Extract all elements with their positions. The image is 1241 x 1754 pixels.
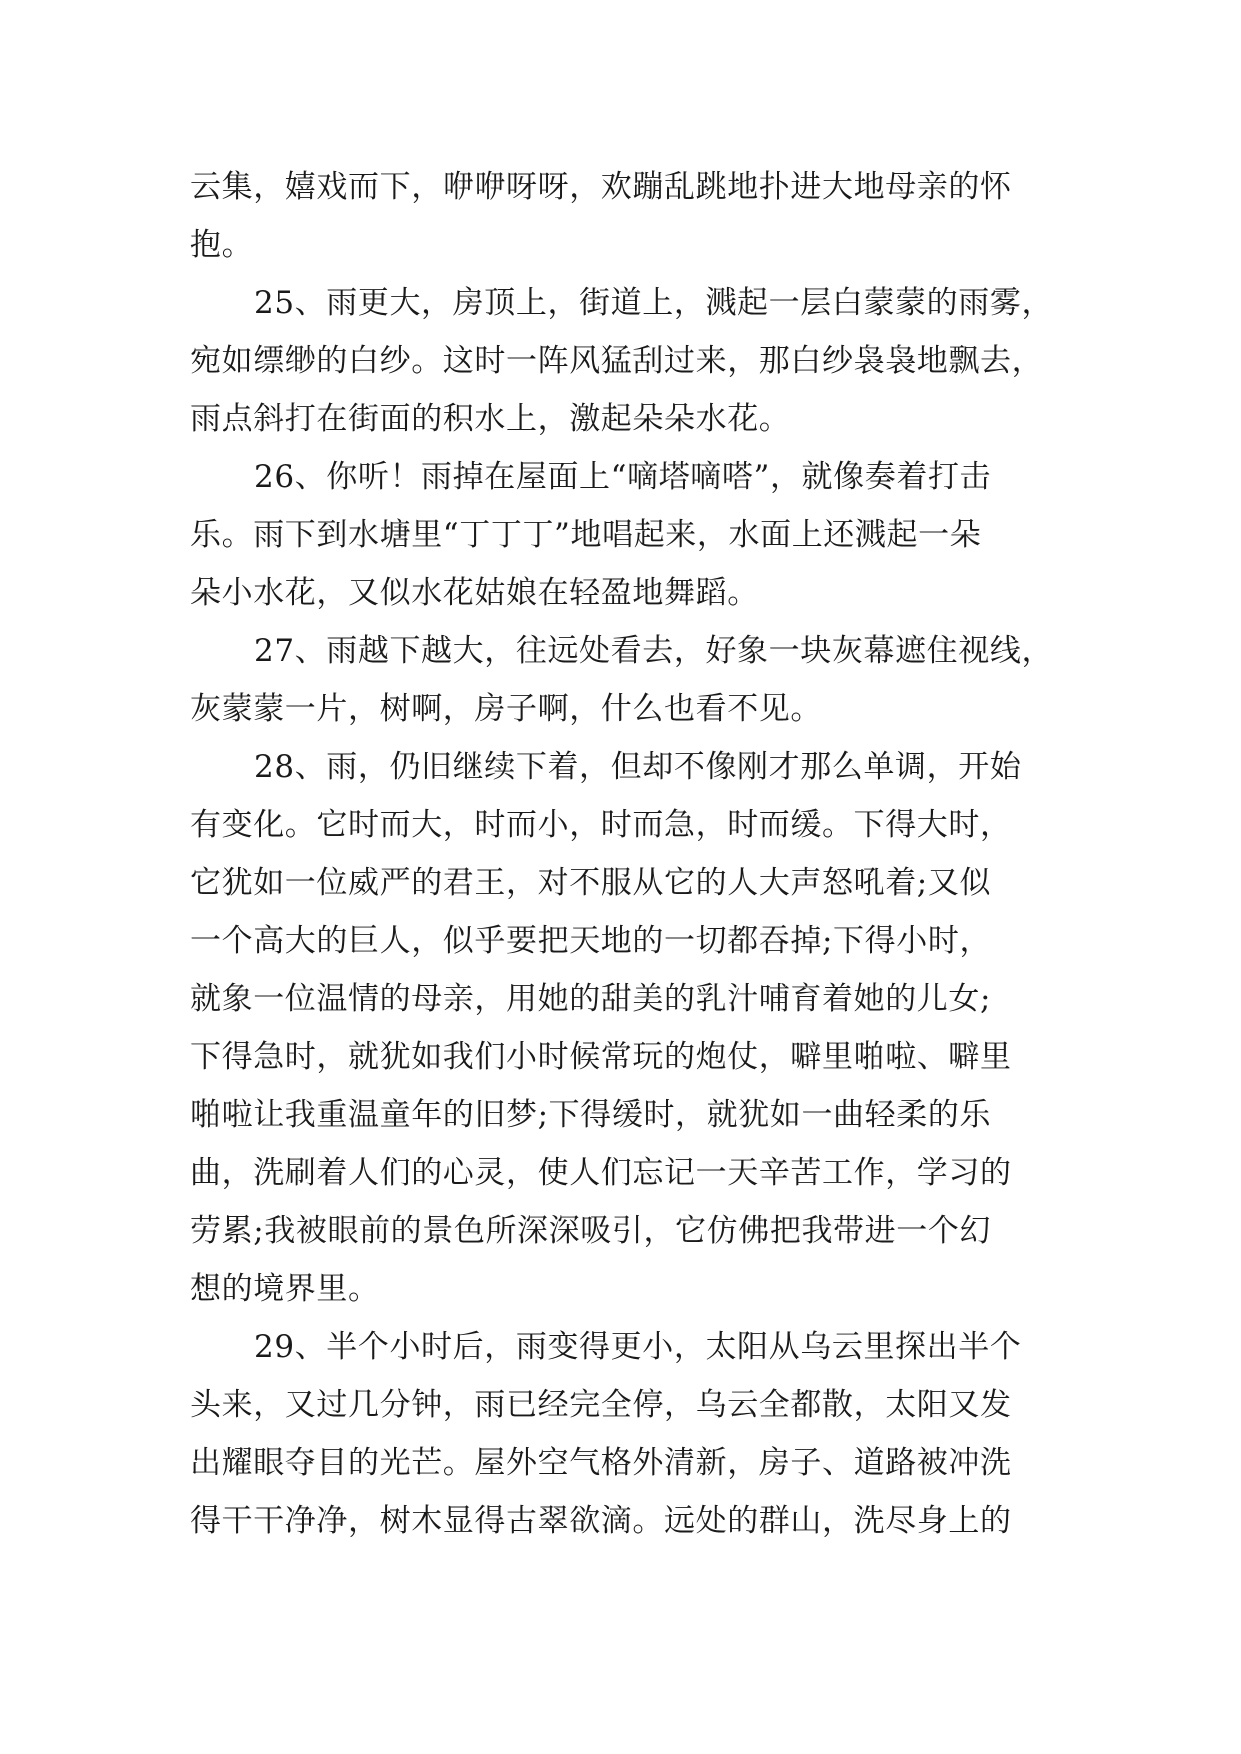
text-line: 27、雨越下越大，往远处看去，好象一块灰幕遮住视线， [254,633,1054,669]
paragraph-26 [190,448,1052,622]
text-line: 下得急时，就犹如我们小时候常玩的炮仗，噼里啪啦、噼里 [190,1039,1012,1075]
paragraph-27 [190,622,1052,738]
text-line: 25、雨更大，房顶上，街道上，溅起一层白蒙蒙的雨雾， [254,285,1054,321]
text-line: 得干干净净，树木显得古翠欲滴。远处的群山，洗尽身上的 [190,1503,1012,1539]
text-line: 乐。雨下到水塘里“丁丁丁”地唱起来，水面上还溅起一朵 [190,517,982,553]
text-line: 26、你听！雨掉在屋面上“嘀塔嘀嗒”，就像奏着打击 [254,459,992,495]
text-line: 有变化。它时而大，时而小，时而急，时而缓。下得大时， [190,807,1012,843]
text-line: 出耀眼夺目的光芒。屋外空气格外清新，房子、道路被冲洗 [190,1445,1012,1481]
paragraph-continued [190,158,1052,274]
text-line: 曲，洗刷着人们的心灵，使人们忘记一天辛苦工作，学习的 [190,1155,1012,1191]
paragraph-29 [190,1318,1052,1550]
text-line: 雨点斜打在街面的积水上，激起朵朵水花。 [190,401,791,437]
text-line: 就象一位温情的母亲，用她的甜美的乳汁哺育着她的儿女; [190,981,992,1017]
text-line: 宛如缥缈的白纱。这时一阵风猛刮过来，那白纱袅袅地飘去， [190,343,1044,379]
text-line: 想的境界里。 [190,1271,380,1307]
text-line: 它犹如一位威严的君王，对不服从它的人大声怒吼着;又似 [190,865,992,901]
text-line: 云集，嬉戏而下，咿咿呀呀，欢蹦乱跳地扑进大地母亲的怀 [190,169,1012,205]
text-line: 劳累;我被眼前的景色所深深吸引，它仿佛把我带进一个幻 [190,1213,992,1249]
text-line: 抱。 [190,227,254,263]
document-body [190,158,1052,1550]
text-line: 28、雨，仍旧继续下着，但却不像刚才那么单调，开始 [254,749,1022,785]
text-line: 一个高大的巨人，似乎要把天地的一切都吞掉;下得小时， [190,923,992,959]
text-line: 朵小水花，又似水花姑娘在轻盈地舞蹈。 [190,575,759,611]
text-line: 头来，又过几分钟，雨已经完全停，乌云全都散，太阳又发 [190,1387,1012,1423]
text-line: 啪啦让我重温童年的旧梦;下得缓时，就犹如一曲轻柔的乐 [190,1097,992,1133]
text-line: 29、半个小时后，雨变得更小，太阳从乌云里探出半个 [254,1329,1022,1365]
paragraph-28 [190,738,1052,1318]
paragraph-25 [190,274,1052,448]
text-line: 灰蒙蒙一片，树啊，房子啊，什么也看不见。 [190,691,822,727]
